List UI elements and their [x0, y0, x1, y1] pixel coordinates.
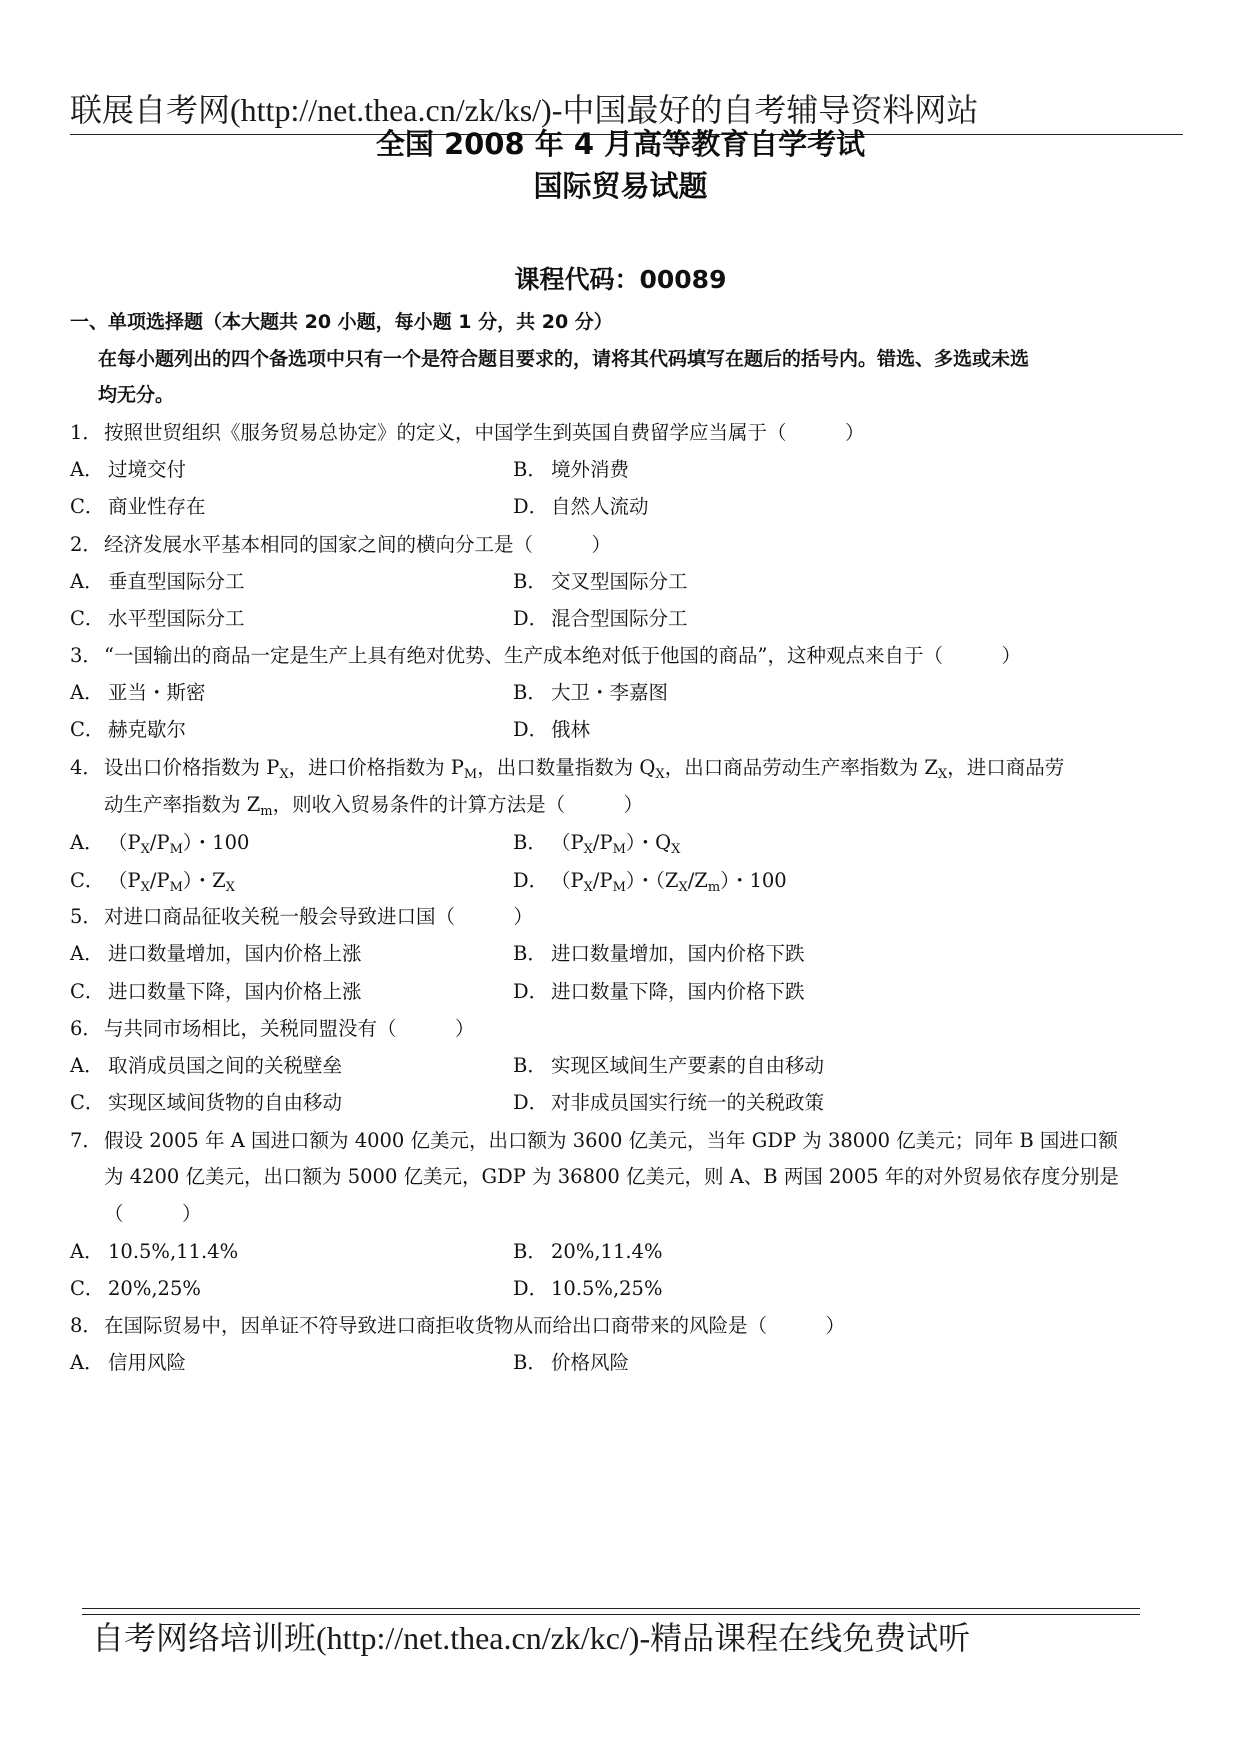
option-7c: [70, 1274, 201, 1304]
option-7a: [70, 1237, 238, 1267]
course-code: 课程代码：00089: [514, 265, 727, 294]
site-header-text: 联展自考网(http://net.thea.cn/zk/ks/)-中国最好的自考辅导资料网站: [70, 92, 979, 128]
subscript: X: [678, 880, 688, 895]
option-letter: A．: [70, 942, 104, 965]
option-text: 俄林: [551, 718, 591, 741]
question-3: [70, 641, 1180, 671]
option-text: 价格风险: [551, 1351, 630, 1374]
option-letter: B．: [513, 831, 547, 854]
option-text: ）・100: [182, 831, 250, 854]
question-7: [70, 1126, 1180, 1156]
section-instruction-line2: 均无分。: [98, 384, 175, 406]
exam-subject: 国际贸易试题: [533, 169, 708, 203]
option-text: 取消成员国之间的关税壁垒: [108, 1054, 343, 1077]
option-letter: C．: [70, 607, 105, 630]
option-letter: B．: [513, 1351, 547, 1374]
option-text: 赫克歇尔: [108, 718, 187, 741]
option-text: （P: [108, 869, 141, 892]
option-text: （P: [551, 869, 584, 892]
option-text: /P: [592, 831, 613, 854]
option-letter: D．: [513, 495, 549, 518]
subscript: m: [260, 804, 273, 819]
question-text: ，进口商品劳: [947, 756, 1065, 779]
question-number: 8．: [70, 1314, 102, 1337]
option-3d: [513, 715, 590, 745]
question-text: 在国际贸易中，因单证不符导致进口商拒收货物从而给出口商带来的风险是（ ）: [104, 1314, 846, 1337]
option-text: 亚当・斯密: [108, 681, 206, 704]
subscript: M: [463, 767, 478, 782]
option-text: 境外消费: [551, 458, 630, 481]
option-text: 交叉型国际分工: [551, 570, 688, 593]
question-text: “一国输出的商品一定是生产上具有绝对优势、生产成本绝对低于他国的商品”，这种观点来自于（ ）: [104, 644, 1021, 667]
option-text: 信用风险: [108, 1351, 187, 1374]
question-number: 1．: [70, 421, 102, 444]
option-1c: [70, 492, 206, 522]
option-letter: B．: [513, 570, 547, 593]
question-2: [70, 530, 1180, 560]
option-letter: D．: [513, 1277, 549, 1300]
subscript: X: [140, 842, 150, 857]
option-text: ）・Z: [182, 869, 226, 892]
option-3b: [513, 678, 668, 708]
question-text: 设出口价格指数为 P: [104, 756, 280, 779]
question-text: ，出口商品劳动生产率指数为 Z: [664, 756, 938, 779]
option-letter: D．: [513, 980, 549, 1003]
question-number: 2．: [70, 533, 102, 556]
option-7d: [513, 1274, 663, 1304]
question-text: 经济发展水平基本相同的国家之间的横向分工是（ ）: [104, 533, 612, 556]
option-letter: A．: [70, 570, 104, 593]
option-letter: C．: [70, 718, 105, 741]
question-number: 5．: [70, 905, 102, 928]
option-8b: [513, 1348, 629, 1378]
subscript: M: [169, 880, 183, 895]
option-6c: [70, 1088, 342, 1118]
subscript: M: [612, 842, 626, 857]
question-text: ，出口数量指数为 Q: [477, 756, 656, 779]
option-text: 垂直型国际分工: [108, 570, 245, 593]
subscript: m: [707, 880, 721, 895]
option-letter: B．: [513, 942, 547, 965]
question-text: 对进口商品征收关税一般会导致进口国（ ）: [104, 905, 534, 928]
option-letter: D．: [513, 869, 549, 892]
option-text: 混合型国际分工: [551, 607, 688, 630]
option-6d: [513, 1088, 824, 1118]
question-text: 假设 2005 年 A 国进口额为 4000 亿美元，出口额为 3600 亿美元，当年 GDP 为 38000 亿美元；同年 B 国进口额: [104, 1129, 1118, 1152]
option-text: 水平型国际分工: [108, 607, 245, 630]
option-6a: [70, 1051, 342, 1081]
option-1a: [70, 455, 186, 485]
option-text: ）・（Z: [625, 869, 679, 892]
option-letter: A．: [70, 831, 104, 854]
option-text: /P: [149, 869, 170, 892]
option-4c: [70, 866, 235, 896]
option-letter: C．: [70, 1091, 105, 1114]
section-heading: 一、单项选择题（本大题共 20 小题，每小题 1 分，共 20 分）: [70, 311, 613, 333]
subscript: M: [612, 880, 626, 895]
option-letter: C．: [70, 980, 105, 1003]
option-text: 大卫・李嘉图: [551, 681, 669, 704]
subscript: X: [279, 767, 289, 782]
question-4-cont: [104, 790, 1214, 820]
option-text: ）・100: [720, 869, 787, 892]
option-5a: [70, 939, 362, 969]
option-letter: A．: [70, 681, 104, 704]
option-text: 20%,11.4%: [551, 1240, 663, 1263]
question-6: [70, 1014, 1180, 1044]
option-text: /P: [149, 831, 170, 854]
option-text: ）・Q: [625, 831, 672, 854]
subscript: M: [169, 842, 183, 857]
option-letter: C．: [70, 495, 105, 518]
option-text: 进口数量增加，国内价格上涨: [108, 942, 362, 965]
option-letter: C．: [70, 869, 105, 892]
option-text: 进口数量增加，国内价格下跌: [551, 942, 805, 965]
subscript: X: [671, 842, 681, 857]
option-7b: [513, 1237, 663, 1267]
option-1b: [513, 455, 629, 485]
option-letter: D．: [513, 1091, 549, 1114]
option-letter: D．: [513, 607, 549, 630]
option-1d: [513, 492, 649, 522]
question-5: [70, 902, 1180, 932]
question-7-answer-blank: （ ）: [104, 1202, 202, 1225]
option-letter: A．: [70, 458, 104, 481]
option-letter: B．: [513, 1054, 547, 1077]
option-letter: A．: [70, 1054, 104, 1077]
question-4: [70, 753, 1180, 783]
question-text: ，则收入贸易条件的计算方法是（ ）: [272, 793, 644, 816]
exam-title: 全国 2008 年 4 月高等教育自学考试: [375, 127, 866, 161]
question-8: [70, 1311, 1180, 1341]
option-2d: [513, 604, 688, 634]
option-8a: [70, 1348, 186, 1378]
question-7-cont: 为 4200 亿美元，出口额为 5000 亿美元，GDP 为 36800 亿美元，则 A、B 两国 2005 年的对外贸易依存度分别是: [104, 1165, 1119, 1188]
option-2b: [513, 567, 688, 597]
option-2a: [70, 567, 245, 597]
option-text: 对非成员国实行统一的关税政策: [551, 1091, 825, 1114]
question-text: 按照世贸组织《服务贸易总协定》的定义，中国学生到英国自费留学应当属于（ ）: [104, 421, 865, 444]
subscript: X: [937, 767, 948, 782]
option-text: /P: [592, 869, 613, 892]
option-4d: [513, 866, 787, 896]
site-footer-text: 自考网络培训班(http://net.thea.cn/zk/kc/)-精品课程在线免费试听: [92, 1620, 971, 1656]
option-5b: [513, 939, 805, 969]
question-number: 4．: [70, 756, 102, 779]
option-letter: A．: [70, 1240, 104, 1263]
option-text: 商业性存在: [108, 495, 206, 518]
subscript: X: [140, 880, 150, 895]
option-5d: [513, 977, 805, 1007]
question-number: 3．: [70, 644, 102, 667]
subscript: X: [225, 880, 235, 895]
option-5c: [70, 977, 362, 1007]
option-letter: D．: [513, 718, 549, 741]
option-4b: [513, 828, 680, 858]
option-text: 过境交付: [108, 458, 187, 481]
option-text: 进口数量下降，国内价格下跌: [551, 980, 805, 1003]
question-text: ，进口价格指数为 P: [288, 756, 464, 779]
option-4a: [70, 828, 249, 858]
option-text: （P: [551, 831, 584, 854]
option-text: （P: [108, 831, 141, 854]
option-6b: [513, 1051, 824, 1081]
option-letter: B．: [513, 1240, 547, 1263]
option-text: 实现区域间生产要素的自由移动: [551, 1054, 825, 1077]
subscript: X: [583, 880, 593, 895]
section-instruction-line1: 在每小题列出的四个备选项中只有一个是符合题目要求的，请将其代码填写在题后的括号内。错选、多选或未选: [98, 348, 1030, 370]
option-letter: C．: [70, 1277, 105, 1300]
option-text: 进口数量下降，国内价格上涨: [108, 980, 362, 1003]
option-text: /Z: [687, 869, 708, 892]
option-letter: B．: [513, 458, 547, 481]
option-3a: [70, 678, 206, 708]
question-number: 6．: [70, 1017, 102, 1040]
option-letter: A．: [70, 1351, 104, 1374]
subscript: X: [655, 767, 665, 782]
question-text: 动生产率指数为 Z: [104, 793, 261, 816]
question-number: 7．: [70, 1129, 102, 1152]
question-text: 与共同市场相比，关税同盟没有（ ）: [104, 1017, 475, 1040]
question-1: [70, 418, 1180, 448]
option-text: 实现区域间货物的自由移动: [108, 1091, 343, 1114]
option-3c: [70, 715, 186, 745]
option-2c: [70, 604, 245, 634]
option-text: 20%,25%: [108, 1277, 201, 1300]
option-text: 10.5%,25%: [551, 1277, 663, 1300]
option-text: 自然人流动: [551, 495, 649, 518]
option-letter: B．: [513, 681, 547, 704]
option-text: 10.5%,11.4%: [108, 1240, 239, 1263]
subscript: X: [583, 842, 593, 857]
